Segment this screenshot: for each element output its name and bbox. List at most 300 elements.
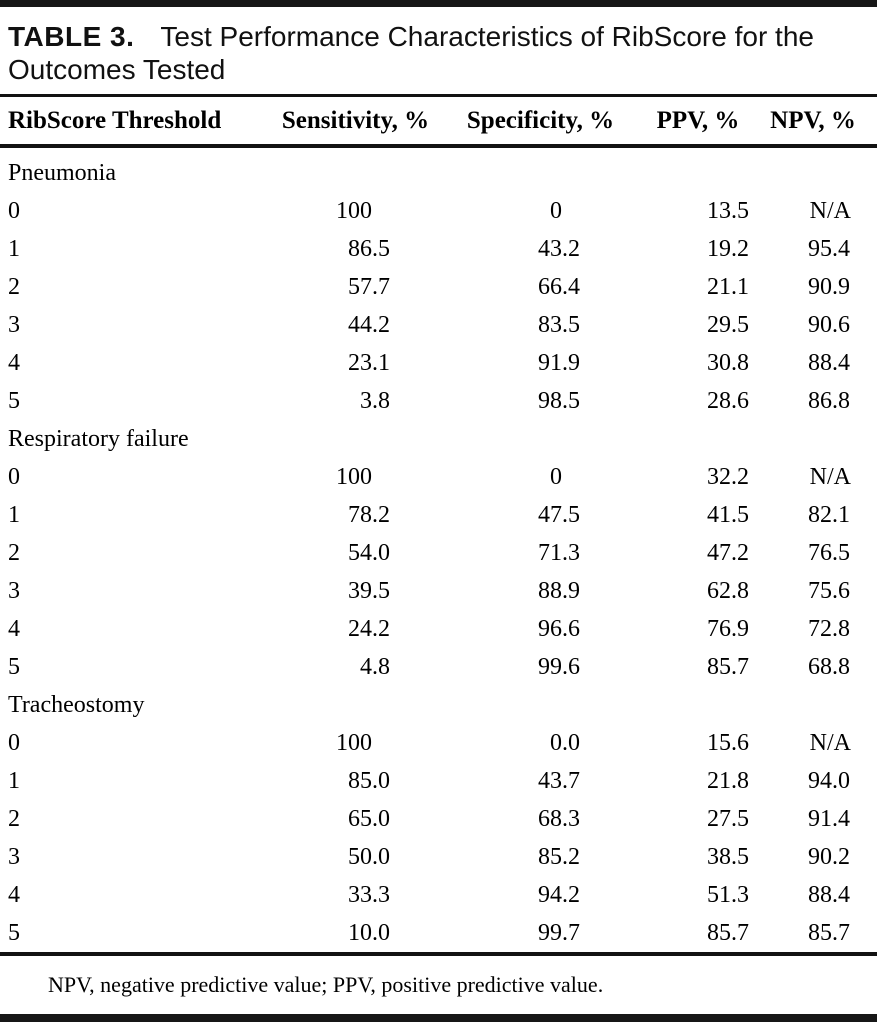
- sensitivity-value: [268, 388, 391, 415]
- decimal-part: [372, 464, 391, 491]
- decimal-part: .3: [731, 881, 749, 908]
- footnote-text: NPV, negative predictive value; PPV, positive predictive value.: [48, 972, 604, 997]
- npv-value: [758, 806, 851, 833]
- npv-cell: [758, 350, 868, 377]
- integer-part: 0: [550, 197, 562, 224]
- sensitivity-cell: [268, 540, 443, 567]
- integer-part: 85: [538, 843, 562, 870]
- decimal-part: .2: [731, 235, 749, 262]
- ppv-cell: [638, 654, 758, 681]
- decimal-part: .6: [832, 311, 850, 338]
- decimal-part: .0: [372, 767, 390, 794]
- decimal-part: .5: [372, 577, 390, 604]
- decimal-part: .0: [562, 729, 580, 756]
- npv-value: N/A: [809, 729, 851, 756]
- specificity-value: [443, 882, 581, 909]
- ppv-value: [638, 274, 750, 301]
- specificity-cell: [443, 730, 638, 757]
- ppv-value: [638, 806, 750, 833]
- npv-cell: [758, 502, 868, 529]
- sensitivity-value: [268, 274, 391, 301]
- specificity-value: [443, 388, 581, 415]
- decimal-part: .4: [832, 349, 850, 376]
- decimal-part: .2: [731, 463, 749, 490]
- decimal-part: [562, 464, 581, 491]
- table-row: [8, 268, 877, 306]
- specificity-cell: [443, 274, 638, 301]
- integer-part: 82: [808, 501, 832, 528]
- npv-value: [758, 312, 851, 339]
- decimal-part: .7: [562, 767, 580, 794]
- ppv-value: [638, 350, 750, 377]
- table-row: [8, 496, 877, 534]
- decimal-part: .8: [731, 767, 749, 794]
- decimal-part: .3: [562, 539, 580, 566]
- table-row: [8, 230, 877, 268]
- integer-part: 90: [808, 273, 832, 300]
- sensitivity-value: [268, 502, 391, 529]
- decimal-part: .9: [731, 615, 749, 642]
- integer-part: 66: [538, 273, 562, 300]
- sensitivity-cell: [268, 464, 443, 491]
- integer-part: 13: [707, 197, 731, 224]
- threshold-cell: 1: [8, 235, 20, 262]
- npv-cell: [758, 274, 868, 301]
- decimal-part: .2: [562, 881, 580, 908]
- decimal-part: .7: [832, 919, 850, 946]
- integer-part: 100: [336, 197, 372, 224]
- ppv-cell: [638, 274, 758, 301]
- npv-cell: [758, 806, 868, 833]
- decimal-part: .2: [372, 311, 390, 338]
- specificity-value: [443, 464, 581, 491]
- ppv-cell: [638, 806, 758, 833]
- ppv-value: [638, 654, 750, 681]
- sensitivity-cell: [268, 388, 443, 415]
- integer-part: 88: [538, 577, 562, 604]
- sensitivity-cell: [268, 350, 443, 377]
- ppv-cell: [638, 540, 758, 567]
- column-header-npv: NPV, %: [770, 106, 856, 134]
- table-title-text: Test Performance Characteristics of RibScore for the: [160, 21, 814, 52]
- table-row: [8, 382, 877, 420]
- ppv-cell: [638, 502, 758, 529]
- sensitivity-cell: [268, 882, 443, 909]
- specificity-cell: [443, 844, 638, 871]
- decimal-part: .5: [731, 311, 749, 338]
- integer-part: 44: [348, 311, 372, 338]
- integer-part: 95: [808, 235, 832, 262]
- integer-part: 68: [808, 653, 832, 680]
- sensitivity-cell: [268, 654, 443, 681]
- decimal-part: .5: [731, 197, 749, 224]
- decimal-part: [372, 198, 391, 225]
- decimal-part: .6: [731, 729, 749, 756]
- integer-part: 78: [348, 501, 372, 528]
- decimal-part: .2: [562, 235, 580, 262]
- decimal-part: .4: [832, 235, 850, 262]
- specificity-cell: [443, 464, 638, 491]
- decimal-part: .5: [832, 539, 850, 566]
- ppv-value: [638, 730, 750, 757]
- table-header-row: [0, 97, 877, 144]
- decimal-part: .5: [731, 501, 749, 528]
- specificity-value: [443, 350, 581, 377]
- decimal-part: .8: [372, 387, 390, 414]
- top-thick-rule: [0, 0, 877, 7]
- integer-part: 83: [538, 311, 562, 338]
- integer-part: 50: [348, 843, 372, 870]
- decimal-part: .7: [372, 273, 390, 300]
- decimal-part: .0: [832, 767, 850, 794]
- decimal-part: [372, 730, 391, 757]
- decimal-part: .4: [832, 805, 850, 832]
- table-row: [8, 876, 877, 914]
- ppv-cell: [638, 388, 758, 415]
- specificity-value: [443, 540, 581, 567]
- npv-value: [758, 274, 851, 301]
- npv-cell: [758, 920, 868, 947]
- threshold-cell: 4: [8, 349, 20, 376]
- integer-part: 47: [707, 539, 731, 566]
- specificity-cell: [443, 198, 638, 225]
- section-row: [8, 154, 877, 192]
- npv-value: [758, 882, 851, 909]
- specificity-cell: [443, 236, 638, 263]
- integer-part: 91: [808, 805, 832, 832]
- npv-value: [758, 388, 851, 415]
- threshold-cell: 2: [8, 539, 20, 566]
- threshold-cell: 3: [8, 311, 20, 338]
- sensitivity-value: [268, 844, 391, 871]
- sensitivity-value: [268, 616, 391, 643]
- section-row: [8, 420, 877, 458]
- table-row: [8, 914, 877, 952]
- decimal-part: .5: [562, 501, 580, 528]
- ppv-cell: [638, 844, 758, 871]
- npv-value: [758, 920, 851, 947]
- npv-value: [758, 502, 851, 529]
- column-header-sensitivity: Sensitivity, %: [281, 106, 430, 134]
- table-number-label: TABLE 3.: [8, 21, 135, 52]
- threshold-cell: 0: [8, 197, 20, 224]
- decimal-part: .8: [731, 349, 749, 376]
- npv-value: [758, 654, 851, 681]
- integer-part: 90: [808, 843, 832, 870]
- sensitivity-value: [268, 578, 391, 605]
- threshold-cell: 5: [8, 653, 20, 680]
- threshold-cell: 2: [8, 273, 20, 300]
- ppv-cell: [638, 578, 758, 605]
- integer-part: 72: [808, 615, 832, 642]
- integer-part: 65: [348, 805, 372, 832]
- ppv-value: [638, 388, 750, 415]
- ppv-cell: [638, 464, 758, 491]
- integer-part: 23: [348, 349, 372, 376]
- ppv-cell: [638, 198, 758, 225]
- ppv-value: [638, 312, 750, 339]
- section-label: Tracheostomy: [8, 691, 145, 718]
- specificity-cell: [443, 540, 638, 567]
- integer-part: 15: [707, 729, 731, 756]
- decimal-part: .9: [562, 349, 580, 376]
- threshold-cell: 5: [8, 387, 20, 414]
- decimal-part: .6: [562, 653, 580, 680]
- decimal-part: .2: [372, 615, 390, 642]
- specificity-value: [443, 768, 581, 795]
- decimal-part: .0: [372, 539, 390, 566]
- decimal-part: .1: [832, 501, 850, 528]
- threshold-cell: 2: [8, 805, 20, 832]
- table-row: [8, 344, 877, 382]
- table-row: [8, 306, 877, 344]
- sensitivity-cell: [268, 806, 443, 833]
- integer-part: 43: [538, 235, 562, 262]
- ppv-cell: [638, 616, 758, 643]
- ppv-value: [638, 502, 750, 529]
- integer-part: 27: [707, 805, 731, 832]
- ppv-value: [638, 464, 750, 491]
- integer-part: 41: [707, 501, 731, 528]
- ppv-value: [638, 920, 750, 947]
- decimal-part: .9: [562, 577, 580, 604]
- integer-part: 4: [360, 653, 372, 680]
- table-row: [8, 572, 877, 610]
- integer-part: 68: [538, 805, 562, 832]
- npv-cell: [758, 730, 868, 757]
- integer-part: 88: [808, 349, 832, 376]
- table-row: [8, 648, 877, 686]
- section-label: Pneumonia: [8, 159, 116, 186]
- specificity-cell: [443, 388, 638, 415]
- integer-part: 57: [348, 273, 372, 300]
- integer-part: 86: [348, 235, 372, 262]
- npv-cell: [758, 768, 868, 795]
- specificity-cell: [443, 312, 638, 339]
- decimal-part: .3: [562, 805, 580, 832]
- table-title-line2: Outcomes Tested: [8, 54, 226, 85]
- sensitivity-cell: [268, 312, 443, 339]
- sensitivity-cell: [268, 198, 443, 225]
- decimal-part: .7: [731, 919, 749, 946]
- integer-part: 33: [348, 881, 372, 908]
- integer-part: 90: [808, 311, 832, 338]
- sensitivity-value: [268, 920, 391, 947]
- decimal-part: .0: [372, 805, 390, 832]
- npv-cell: [758, 540, 868, 567]
- decimal-part: .8: [832, 387, 850, 414]
- ppv-value: [638, 616, 750, 643]
- ppv-value: [638, 540, 750, 567]
- integer-part: 47: [538, 501, 562, 528]
- decimal-part: [562, 198, 581, 225]
- decimal-part: .2: [832, 843, 850, 870]
- decimal-part: .0: [372, 919, 390, 946]
- specificity-value: [443, 654, 581, 681]
- decimal-part: .2: [562, 843, 580, 870]
- threshold-cell: 5: [8, 919, 20, 946]
- npv-cell: [758, 654, 868, 681]
- sensitivity-cell: [268, 502, 443, 529]
- ppv-cell: [638, 920, 758, 947]
- specificity-cell: [443, 768, 638, 795]
- integer-part: 75: [808, 577, 832, 604]
- integer-part: 100: [336, 463, 372, 490]
- section-label: Respiratory failure: [8, 425, 189, 452]
- integer-part: 85: [707, 919, 731, 946]
- integer-part: 91: [538, 349, 562, 376]
- ppv-value: [638, 198, 750, 225]
- integer-part: 99: [538, 653, 562, 680]
- table-row: [8, 458, 877, 496]
- npv-cell: [758, 464, 868, 491]
- integer-part: 71: [538, 539, 562, 566]
- npv-value: [758, 350, 851, 377]
- integer-part: 54: [348, 539, 372, 566]
- bottom-thick-rule: [0, 1014, 877, 1022]
- sensitivity-value: [268, 464, 391, 491]
- npv-value: [758, 616, 851, 643]
- npv-value: [758, 578, 851, 605]
- integer-part: 19: [707, 235, 731, 262]
- ppv-cell: [638, 312, 758, 339]
- integer-part: 28: [707, 387, 731, 414]
- sensitivity-value: [268, 312, 391, 339]
- sensitivity-value: [268, 540, 391, 567]
- decimal-part: .4: [562, 273, 580, 300]
- specificity-cell: [443, 882, 638, 909]
- sensitivity-value: [268, 768, 391, 795]
- npv-cell: [758, 198, 868, 225]
- ppv-cell: [638, 236, 758, 263]
- npv-value: [758, 236, 851, 263]
- decimal-part: .4: [832, 881, 850, 908]
- table-row: [8, 724, 877, 762]
- specificity-cell: [443, 578, 638, 605]
- npv-cell: [758, 578, 868, 605]
- sensitivity-cell: [268, 236, 443, 263]
- decimal-part: .8: [731, 577, 749, 604]
- decimal-part: .6: [562, 615, 580, 642]
- specificity-cell: [443, 616, 638, 643]
- integer-part: 30: [707, 349, 731, 376]
- integer-part: 29: [707, 311, 731, 338]
- specificity-cell: [443, 920, 638, 947]
- specificity-value: [443, 502, 581, 529]
- integer-part: 38: [707, 843, 731, 870]
- sensitivity-cell: [268, 730, 443, 757]
- integer-part: 32: [707, 463, 731, 490]
- integer-part: 3: [360, 387, 372, 414]
- column-header-specificity: Specificity, %: [466, 106, 615, 134]
- specificity-cell: [443, 502, 638, 529]
- npv-cell: [758, 236, 868, 263]
- sensitivity-cell: [268, 920, 443, 947]
- integer-part: 85: [348, 767, 372, 794]
- threshold-cell: 3: [8, 843, 20, 870]
- specificity-value: [443, 578, 581, 605]
- integer-part: 94: [808, 767, 832, 794]
- sensitivity-value: [268, 730, 391, 757]
- integer-part: 43: [538, 767, 562, 794]
- npv-value: [758, 844, 851, 871]
- npv-cell: [758, 312, 868, 339]
- decimal-part: .1: [372, 349, 390, 376]
- decimal-part: .8: [372, 653, 390, 680]
- threshold-cell: 1: [8, 501, 20, 528]
- table-row: [8, 534, 877, 572]
- ppv-cell: [638, 730, 758, 757]
- decimal-part: .9: [832, 273, 850, 300]
- table-row: [8, 838, 877, 876]
- specificity-value: [443, 806, 581, 833]
- npv-cell: [758, 882, 868, 909]
- sensitivity-cell: [268, 578, 443, 605]
- table-title-line1: [8, 20, 869, 53]
- integer-part: 98: [538, 387, 562, 414]
- column-header-ppv: PPV, %: [656, 106, 740, 134]
- integer-part: 88: [808, 881, 832, 908]
- npv-value: N/A: [809, 463, 851, 490]
- decimal-part: .8: [832, 653, 850, 680]
- integer-part: 100: [336, 729, 372, 756]
- integer-part: 85: [707, 653, 731, 680]
- ppv-cell: [638, 882, 758, 909]
- column-header-ribscore-threshold: RibScore Threshold: [8, 106, 222, 134]
- decimal-part: .6: [832, 577, 850, 604]
- sensitivity-cell: [268, 844, 443, 871]
- threshold-cell: 0: [8, 463, 20, 490]
- integer-part: 0: [550, 729, 562, 756]
- decimal-part: .3: [372, 881, 390, 908]
- integer-part: 10: [348, 919, 372, 946]
- npv-cell: [758, 388, 868, 415]
- ppv-value: [638, 844, 750, 871]
- specificity-cell: [443, 806, 638, 833]
- specificity-value: [443, 236, 581, 263]
- table-title: [0, 7, 877, 94]
- npv-cell: [758, 616, 868, 643]
- integer-part: 86: [808, 387, 832, 414]
- integer-part: 76: [707, 615, 731, 642]
- npv-cell: [758, 844, 868, 871]
- specificity-value: [443, 312, 581, 339]
- integer-part: 99: [538, 919, 562, 946]
- decimal-part: .5: [562, 387, 580, 414]
- integer-part: 76: [808, 539, 832, 566]
- decimal-part: .5: [562, 311, 580, 338]
- ppv-cell: [638, 350, 758, 377]
- decimal-part: .5: [372, 235, 390, 262]
- decimal-part: .5: [731, 805, 749, 832]
- integer-part: 62: [707, 577, 731, 604]
- ppv-value: [638, 768, 750, 795]
- decimal-part: .8: [832, 615, 850, 642]
- decimal-part: .2: [372, 501, 390, 528]
- npv-value: [758, 768, 851, 795]
- npv-value: N/A: [809, 197, 851, 224]
- specificity-cell: [443, 654, 638, 681]
- decimal-part: .2: [731, 539, 749, 566]
- table-row: [8, 800, 877, 838]
- specificity-value: [443, 616, 581, 643]
- decimal-part: .7: [731, 653, 749, 680]
- integer-part: 85: [808, 919, 832, 946]
- threshold-cell: 4: [8, 881, 20, 908]
- specificity-cell: [443, 350, 638, 377]
- integer-part: 94: [538, 881, 562, 908]
- decimal-part: .1: [731, 273, 749, 300]
